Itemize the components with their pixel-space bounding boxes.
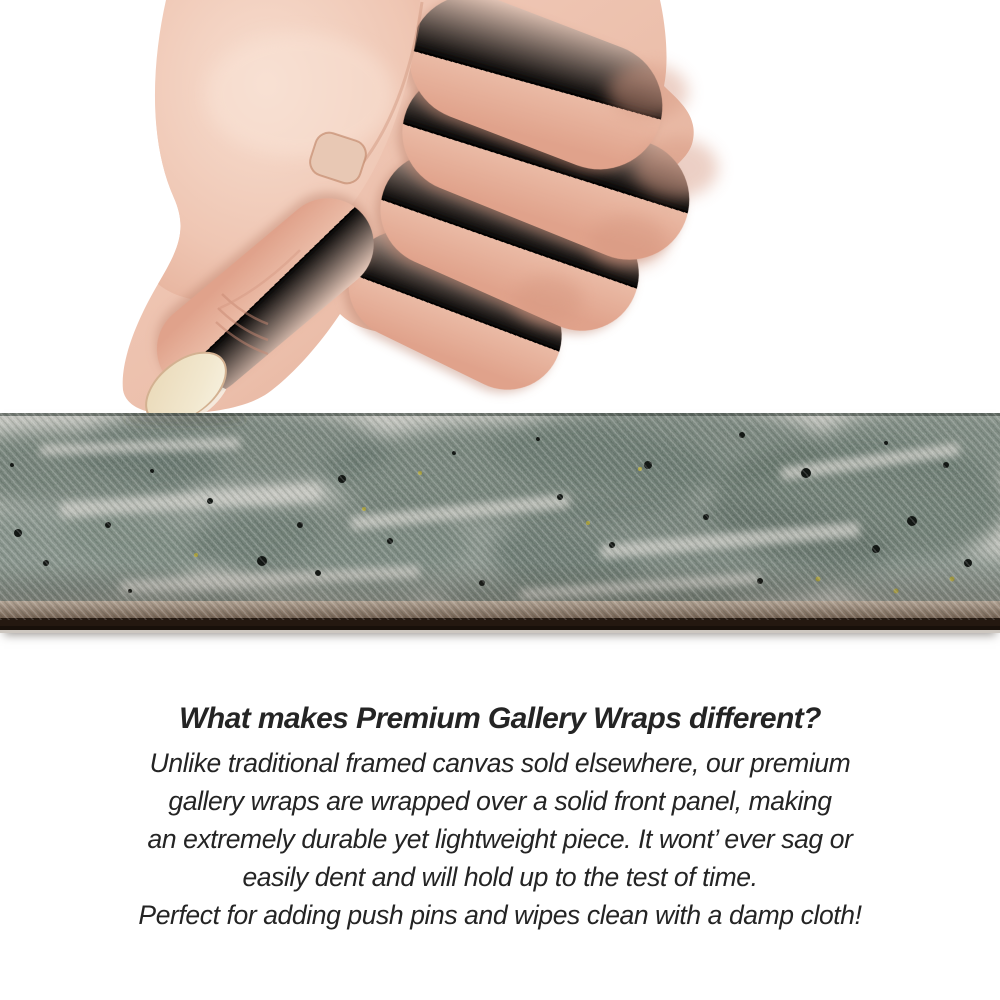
hand-illustration bbox=[0, 0, 1000, 432]
canvas-fold-band bbox=[0, 601, 1000, 620]
info-text-block bbox=[0, 701, 1000, 934]
palm-highlight bbox=[205, 33, 395, 157]
canvas-edge-photo bbox=[0, 413, 1000, 633]
canvas-bottom-shading bbox=[0, 563, 1000, 603]
canvas-texture bbox=[0, 413, 1000, 633]
info-heading: What makes Premium Gallery Wraps different? bbox=[179, 702, 821, 735]
info-line-3: an extremely durable yet lightweight piece. It wont’ ever sag or bbox=[147, 824, 853, 854]
info-line-2: gallery wraps are wrapped over a solid front panel, making bbox=[168, 786, 832, 816]
panel-edge-line-dark bbox=[0, 626, 1000, 630]
info-line-5: Perfect for adding push pins and wipes clean with a damp cloth! bbox=[138, 900, 862, 930]
info-line-4: easily dent and will hold up to the test of time. bbox=[242, 862, 758, 892]
panel-underside-light bbox=[0, 630, 1000, 633]
info-line-1: Unlike traditional framed canvas sold elsewhere, our premium bbox=[149, 748, 851, 778]
hand-photo bbox=[0, 0, 1000, 432]
